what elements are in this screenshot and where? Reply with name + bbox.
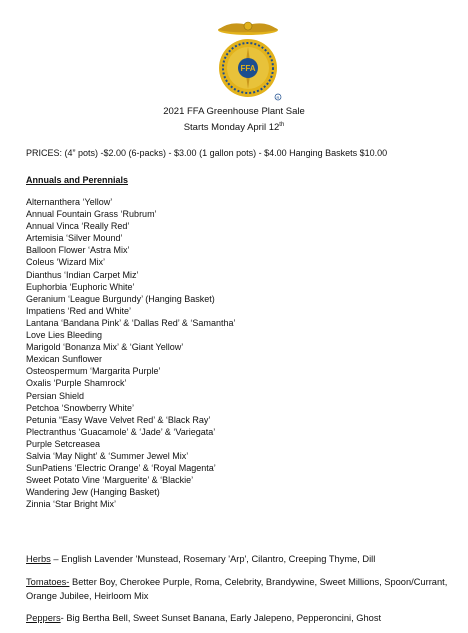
list-item: Zinnia ‘Star Bright Mix’ <box>26 499 117 510</box>
page-subtitle: Starts Monday April 12th <box>183 122 285 134</box>
list-item: Purple Setcreasea <box>26 438 101 449</box>
section-title-annuals: Annuals and Perennials <box>26 175 129 185</box>
list-item: Annual Fountain Grass ‘Rubrum’ <box>26 209 157 220</box>
page-title: 2021 FFA Greenhouse Plant Sale <box>163 106 305 117</box>
ffa-emblem-icon <box>212 18 284 102</box>
list-item: Geranium ‘League Burgundy’ (Hanging Basket) <box>26 293 215 304</box>
list-item: Petchoa ‘Snowberry White’ <box>26 402 135 413</box>
herbs-label: Herbs <box>26 554 51 564</box>
svg-text:FFA: FFA <box>240 64 256 73</box>
list-item: Salvia ‘May Night’ & ‘Summer Jewel Mix’ <box>26 450 189 461</box>
plant-list <box>26 196 235 510</box>
peppers-label: Peppers <box>26 613 61 623</box>
list-item: Alternanthera ‘Yellow’ <box>26 197 113 207</box>
list-item: Love Lies Bleeding <box>26 330 103 341</box>
tomatoes-label: Tomatoes- <box>26 577 70 587</box>
list-item: Osteospermum ‘Margarita Purple’ <box>26 366 161 377</box>
list-item: Annual Vinca ‘Really Red’ <box>26 221 130 232</box>
list-item: Euphorbia ‘Euphoric White’ <box>26 281 135 292</box>
prices-line: PRICES: (4” pots) -$2.00 (6-packs) - $3.00 (1 gallon pots) - $4.00 Hanging Baskets $10.00 <box>26 148 388 158</box>
list-item: Wandering Jew (Hanging Basket) <box>26 487 160 498</box>
list-item: Balloon Flower ‘Astra Mix’ <box>26 245 130 256</box>
list-item: Marigold ‘Bonanza Mix’ & ‘Giant Yellow’ <box>26 342 184 353</box>
list-item: Persian Shield <box>26 390 85 401</box>
list-item: Lantana ‘Bandana Pink’ & ‘Dallas Red’ & ‘Samantha’ <box>26 317 236 328</box>
peppers-paragraph: Peppers- Big Bertha Bell, Sweet Sunset Banana, Early Jalepeno, Pepperoncini, Ghost <box>26 613 382 623</box>
list-item: Dianthus ‘Indian Carpet Miz’ <box>26 269 139 280</box>
list-item: Plectranthus ‘Guacamole’ & ‘Jade’ & ‘Variegata’ <box>26 426 216 437</box>
list-item: SunPatiens ‘Electric Orange’ & ‘Royal Magenta’ <box>26 463 216 474</box>
list-item: Mexican Sunflower <box>26 354 103 365</box>
list-item: Sweet Potato Vine ‘Marguerite’ & ‘Blackie’ <box>26 475 194 486</box>
svg-text:R: R <box>276 95 280 100</box>
list-item: Artemisia ‘Silver Mound’ <box>26 233 123 244</box>
list-item: Impatiens ‘Red and White’ <box>26 305 132 316</box>
list-item: Petunia “Easy Wave Velvet Red’ & ‘Black Ray’ <box>26 414 211 425</box>
list-item: Oxalis ‘Purple Shamrock’ <box>26 378 127 389</box>
list-item: Coleus ‘Wizard Mix’ <box>26 257 106 268</box>
herbs-paragraph: Herbs – English Lavender 'Munstead, Rosemary 'Arp', Cilantro, Creeping Thyme, Dill <box>26 554 376 564</box>
tomatoes-paragraph: Tomatoes- Better Boy, Cherokee Purple, Roma, Celebrity, Brandywine, Sweet Millions, Spoon/Currant, Orange Jubilee, Heirloom Mix <box>26 577 448 601</box>
